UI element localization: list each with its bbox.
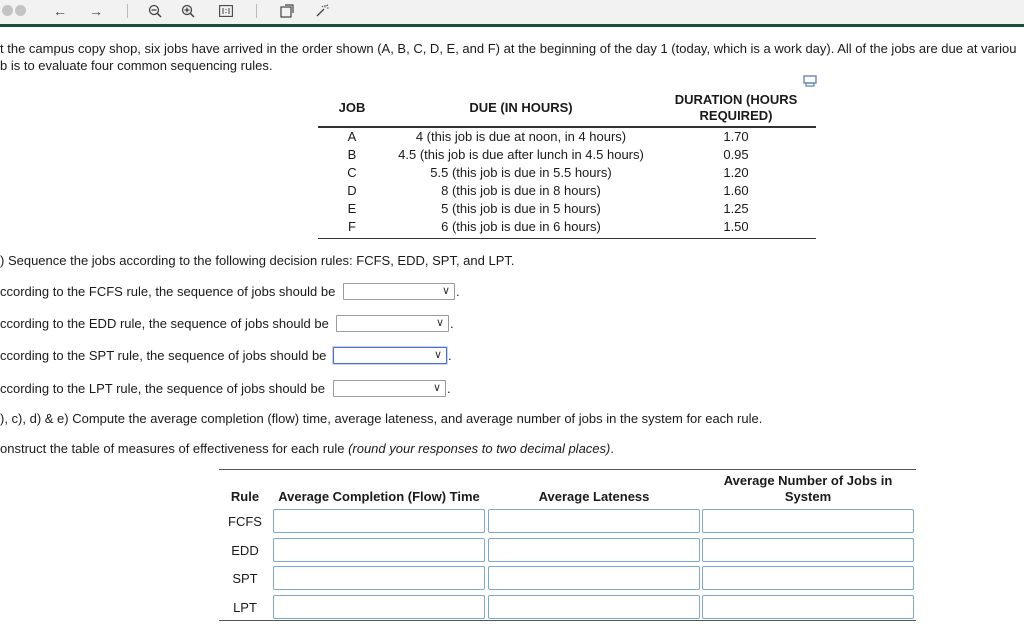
intro-line-2: b is to evaluate four common sequencing rules. xyxy=(0,58,273,73)
spt-period: . xyxy=(448,348,452,363)
job-cell: C xyxy=(347,165,357,180)
duration-cell: 1.60 xyxy=(723,183,749,198)
lpt-label: ccording to the LPT rule, the sequence of jobs should be xyxy=(0,381,325,396)
edd-flow-time-input[interactable] xyxy=(273,538,485,562)
due-cell: 4.5 (this job is due after lunch in 4.5 hours) xyxy=(398,147,644,162)
header-jobs-line1: Average Number of Jobs in xyxy=(723,473,893,488)
duration-cell: 1.20 xyxy=(723,165,749,180)
part-b-prompt: ), c), d) & e) Compute the average completion (flow) time, average lateness, and average number of jobs in the system for each rule. xyxy=(0,411,763,426)
header-due: DUE (IN HOURS) xyxy=(469,100,573,115)
toolbar-divider xyxy=(256,4,257,18)
lpt-period: . xyxy=(447,381,451,396)
table-row xyxy=(318,164,816,182)
duration-cell: 1.25 xyxy=(723,201,749,216)
table-row xyxy=(318,182,816,200)
fcfs-label: ccording to the FCFS rule, the sequence of jobs should be xyxy=(0,284,336,299)
new-window-icon[interactable] xyxy=(279,2,295,20)
chevron-down-icon: ∨ xyxy=(441,285,450,297)
rule-label-lpt: LPT xyxy=(233,600,257,615)
spt-lateness-input[interactable] xyxy=(488,566,700,590)
jobs-table-header xyxy=(318,86,816,128)
header-flow-time: Average Completion (Flow) Time xyxy=(278,489,480,504)
edd-lateness-input[interactable] xyxy=(488,538,700,562)
part-b-instruction xyxy=(0,441,614,456)
zoom-out-icon[interactable] xyxy=(147,2,163,20)
fcfs-lateness-input[interactable] xyxy=(488,509,700,533)
job-cell: E xyxy=(347,201,357,216)
lpt-sequence-select[interactable] xyxy=(333,380,446,397)
fcfs-jobs-input[interactable] xyxy=(702,509,914,533)
job-cell: B xyxy=(347,147,357,162)
header-jobs-line2: System xyxy=(784,489,832,504)
edd-label: ccording to the EDD rule, the sequence of jobs should be xyxy=(0,316,329,331)
close-dot-icon[interactable] xyxy=(2,5,13,16)
due-cell: 5 (this job is due in 5 hours) xyxy=(441,201,601,216)
edd-period: . xyxy=(450,316,454,331)
measures-table-top-rule xyxy=(219,469,916,470)
edd-jobs-input[interactable] xyxy=(702,538,914,562)
lpt-lateness-input[interactable] xyxy=(488,595,700,619)
table-row xyxy=(318,128,816,146)
instruction-end: . xyxy=(610,441,614,456)
due-cell: 5.5 (this job is due in 5.5 hours) xyxy=(430,165,612,180)
duration-cell: 1.50 xyxy=(723,219,749,234)
edd-sequence-select[interactable] xyxy=(336,315,449,332)
toolbar xyxy=(0,0,1024,24)
minimize-dot-icon[interactable] xyxy=(15,5,26,16)
intro-line-1: t the campus copy shop, six jobs have arrived in the order shown (A, B, C, D, E, and F) at the beginning of the day 1 (today, which is a work day). All of the jobs are due at variou xyxy=(0,41,1017,56)
part-a-prompt: ) Sequence the jobs according to the following decision rules: FCFS, EDD, SPT, and LPT. xyxy=(0,253,515,268)
rule-label-edd: EDD xyxy=(231,543,259,558)
table-row xyxy=(318,200,816,218)
job-cell: D xyxy=(347,183,357,198)
fcfs-period: . xyxy=(456,284,460,299)
job-cell: A xyxy=(347,129,357,144)
forward-arrow-icon[interactable]: → xyxy=(89,3,103,19)
lpt-jobs-input[interactable] xyxy=(702,595,914,619)
table-bottom-rule xyxy=(318,238,816,239)
zoom-in-icon[interactable] xyxy=(180,2,196,20)
toolbar-divider xyxy=(127,4,128,18)
table-row xyxy=(318,218,816,236)
header-job: JOB xyxy=(338,100,366,115)
back-arrow-icon[interactable]: ← xyxy=(53,3,67,19)
header-duration-line1: DURATION (HOURS xyxy=(674,92,798,107)
rule-label-spt: SPT xyxy=(232,571,258,586)
spt-jobs-input[interactable] xyxy=(702,566,914,590)
duration-cell: 0.95 xyxy=(723,147,749,162)
lpt-flow-time-input[interactable] xyxy=(273,595,485,619)
chevron-down-icon: ∨ xyxy=(433,349,442,361)
toolbar-accent-line xyxy=(0,24,1024,27)
header-rule: Rule xyxy=(230,489,260,504)
rule-label-fcfs: FCFS xyxy=(228,514,262,529)
due-cell: 8 (this job is due in 8 hours) xyxy=(441,183,601,198)
header-lateness: Average Lateness xyxy=(538,489,650,504)
fcfs-flow-time-input[interactable] xyxy=(273,509,485,533)
instruction-text: onstruct the table of measures of effectiveness for each rule xyxy=(0,441,349,456)
fcfs-sequence-select[interactable] xyxy=(343,283,455,300)
measures-table-bottom-rule xyxy=(219,620,916,621)
wand-icon[interactable] xyxy=(314,2,330,20)
spt-sequence-select[interactable] xyxy=(333,347,447,364)
chevron-down-icon: ∨ xyxy=(432,382,441,394)
job-cell: F xyxy=(348,219,356,234)
due-cell: 4 (this job is due at noon, in 4 hours) xyxy=(415,129,627,144)
duration-cell: 1.70 xyxy=(723,129,749,144)
due-cell: 6 (this job is due in 6 hours) xyxy=(441,219,601,234)
spt-flow-time-input[interactable] xyxy=(273,566,485,590)
actual-size-icon[interactable] xyxy=(218,2,234,20)
table-row xyxy=(318,146,816,164)
instruction-italic: (round your responses to two decimal places) xyxy=(348,441,611,456)
header-duration-line2: REQUIRED) xyxy=(699,108,773,123)
chevron-down-icon: ∨ xyxy=(435,317,444,329)
spt-label: ccording to the SPT rule, the sequence of jobs should be xyxy=(0,348,327,363)
